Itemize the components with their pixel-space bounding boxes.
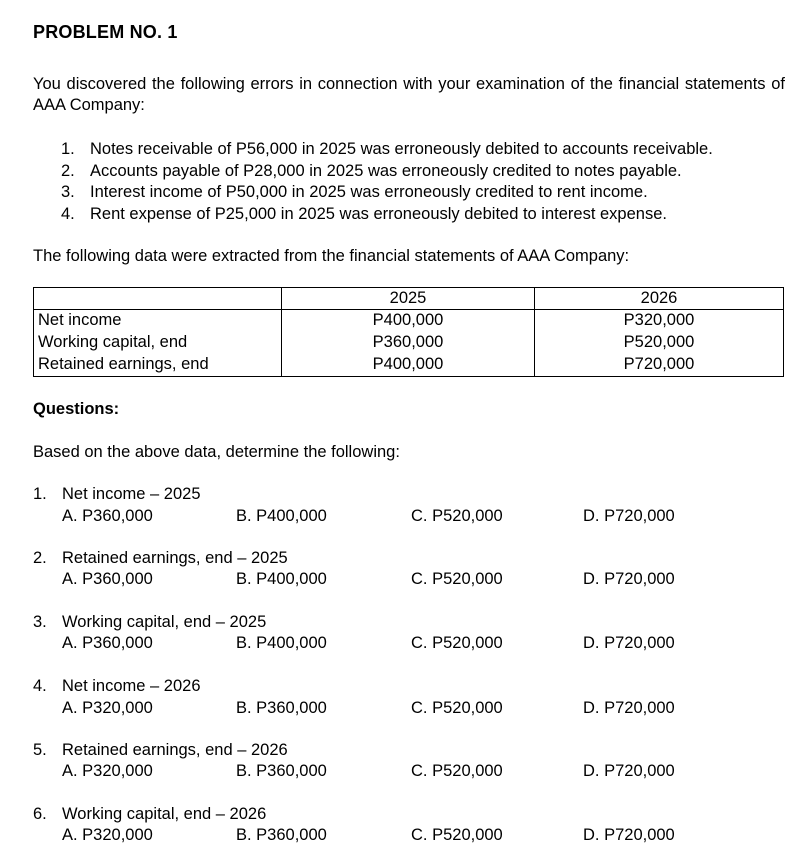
option-a: A. P360,000 — [62, 507, 153, 525]
row-label: Retained earnings, end — [38, 355, 209, 373]
question-number: 6. — [33, 805, 47, 823]
question-text: Net income – 2026 — [62, 677, 201, 695]
row-label: Working capital, end — [38, 333, 188, 351]
table-header-2025: 2025 — [282, 288, 535, 310]
row-labels-cell — [34, 310, 282, 377]
table-header-2026: 2026 — [535, 288, 784, 310]
option-d: D. P720,000 — [583, 699, 675, 717]
error-item — [61, 204, 713, 226]
option-c: C. P520,000 — [411, 699, 503, 717]
option-a: A. P360,000 — [62, 634, 153, 652]
question-text: Retained earnings, end – 2025 — [62, 549, 288, 567]
option-b: B. P360,000 — [236, 699, 327, 717]
option-d: D. P720,000 — [583, 826, 675, 844]
option-c: C. P520,000 — [411, 570, 503, 588]
option-c: C. P520,000 — [411, 507, 503, 525]
option-d: D. P720,000 — [583, 570, 675, 588]
financial-data-table — [33, 287, 784, 377]
option-b: B. P400,000 — [236, 634, 327, 652]
option-b: B. P360,000 — [236, 826, 327, 844]
error-text: Rent expense of P25,000 in 2025 was erroneously debited to interest expense. — [90, 204, 667, 223]
table-body-row — [34, 310, 784, 377]
error-text: Interest income of P50,000 in 2025 was erroneously credited to rent income. — [90, 183, 648, 201]
option-c: C. P520,000 — [411, 826, 503, 844]
question-prompt — [33, 612, 266, 633]
question-prompt — [33, 676, 201, 697]
table-header-blank — [34, 288, 282, 310]
question-number: 5. — [33, 741, 47, 759]
option-a: A. P320,000 — [62, 699, 153, 717]
question-text: Retained earnings, end – 2026 — [62, 741, 288, 759]
table-header-row — [34, 288, 784, 310]
table-cell: P400,000 — [372, 311, 444, 329]
question-number: 1. — [33, 485, 47, 503]
row-label: Net income — [38, 311, 122, 329]
question-prompt — [33, 740, 288, 761]
error-number: 3. — [61, 183, 75, 201]
question-text: Working capital, end – 2026 — [62, 805, 267, 823]
error-number: 4. — [61, 204, 75, 223]
errors-list — [61, 139, 713, 225]
error-item — [61, 161, 713, 183]
option-a: A. P360,000 — [62, 570, 153, 588]
option-d: D. P720,000 — [583, 507, 675, 525]
question-prompt — [33, 484, 201, 505]
question-prompt — [33, 804, 266, 825]
table-cell: P520,000 — [623, 333, 695, 351]
option-b: B. P400,000 — [236, 507, 327, 525]
data-intro: The following data were extracted from the financial statements of AAA Company: — [33, 247, 630, 265]
question-number: 3. — [33, 613, 47, 631]
table-cell: P320,000 — [623, 311, 695, 329]
error-number: 1. — [61, 140, 75, 158]
table-cell: P720,000 — [623, 355, 695, 373]
problem-title: PROBLEM NO. 1 — [33, 22, 178, 42]
option-a: A. P320,000 — [62, 826, 153, 844]
question-text: Net income – 2025 — [62, 485, 201, 503]
option-b: B. P360,000 — [236, 762, 327, 780]
instructions-text: Based on the above data, determine the following: — [33, 443, 400, 461]
error-text: Accounts payable of P28,000 in 2025 was erroneously credited to notes payable. — [90, 161, 682, 180]
option-d: D. P720,000 — [583, 762, 675, 780]
option-c: C. P520,000 — [411, 634, 503, 652]
values-2026-cell — [535, 310, 784, 377]
error-item — [61, 139, 713, 161]
error-text: Notes receivable of P56,000 in 2025 was erroneously debited to accounts receivable. — [90, 140, 713, 158]
question-prompt — [33, 548, 288, 569]
error-number: 2. — [61, 161, 75, 180]
question-number: 2. — [33, 549, 47, 567]
questions-heading: Questions: — [33, 400, 120, 418]
option-a: A. P320,000 — [62, 762, 153, 780]
table-cell: P360,000 — [372, 333, 444, 351]
question-text: Working capital, end – 2025 — [62, 613, 267, 631]
error-item — [61, 182, 713, 204]
option-c: C. P520,000 — [411, 762, 503, 780]
question-number: 4. — [33, 677, 47, 695]
intro-paragraph: You discovered the following errors in connection with your examination of the financial statements of AAA Company: — [33, 75, 785, 114]
option-b: B. P400,000 — [236, 570, 327, 588]
table-cell: P400,000 — [372, 355, 444, 373]
option-d: D. P720,000 — [583, 634, 675, 652]
values-2025-cell — [282, 310, 535, 377]
